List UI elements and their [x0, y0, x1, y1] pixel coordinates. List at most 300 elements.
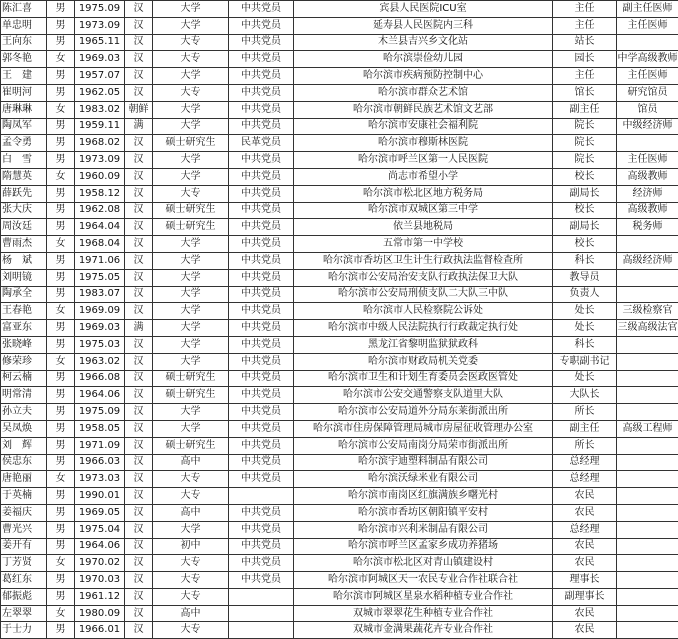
position-cell: 专职副书记 [553, 353, 617, 370]
professional-title-cell [617, 286, 678, 303]
table-row [1, 286, 678, 303]
name-cell: 左翠翠 [1, 605, 47, 622]
name-cell: 陶承全 [1, 286, 47, 303]
workplace-cell: 宾县人民医院ICU室 [294, 1, 553, 18]
ethnicity-cell: 汉 [125, 17, 153, 34]
name-cell: 王向东 [1, 34, 47, 51]
gender-cell: 男 [47, 219, 75, 236]
workplace-cell: 双城市翠翠花生种植专业合作社 [294, 605, 553, 622]
birth-date-cell: 1966.01 [75, 622, 125, 639]
ethnicity-cell: 汉 [125, 168, 153, 185]
political-status-cell: 中共党员 [229, 286, 294, 303]
education-cell: 大学 [153, 101, 229, 118]
ethnicity-cell: 汉 [125, 185, 153, 202]
education-cell: 硕士研究生 [153, 219, 229, 236]
ethnicity-cell: 汉 [125, 420, 153, 437]
professional-title-cell: 经济师 [617, 185, 678, 202]
political-status-cell: 中共党员 [229, 521, 294, 538]
gender-cell: 女 [47, 236, 75, 253]
ethnicity-cell: 汉 [125, 303, 153, 320]
ethnicity-cell: 汉 [125, 504, 153, 521]
gender-cell: 男 [47, 185, 75, 202]
professional-title-cell [617, 269, 678, 286]
table-row [1, 588, 678, 605]
education-cell: 大学 [153, 420, 229, 437]
workplace-cell: 哈尔滨市阿城区天一农民专业合作社联合社 [294, 572, 553, 589]
education-cell: 大学 [153, 68, 229, 85]
birth-date-cell: 1960.09 [75, 168, 125, 185]
professional-title-cell [617, 622, 678, 639]
education-cell: 大学 [153, 1, 229, 18]
professional-title-cell [617, 588, 678, 605]
position-cell: 副局长 [553, 185, 617, 202]
professional-title-cell: 三级检察官 [617, 303, 678, 320]
position-cell: 农民 [553, 488, 617, 505]
professional-title-cell: 中级经济师 [617, 118, 678, 135]
gender-cell: 男 [47, 34, 75, 51]
ethnicity-cell: 汉 [125, 437, 153, 454]
political-status-cell: 中共党员 [229, 353, 294, 370]
birth-date-cell: 1975.05 [75, 269, 125, 286]
political-status-cell: 中共党员 [229, 17, 294, 34]
position-cell: 园长 [553, 51, 617, 68]
workplace-cell: 哈尔滨市香坊区朝阳镇平安村 [294, 504, 553, 521]
name-cell: 侯忠东 [1, 454, 47, 471]
workplace-cell: 哈尔滨市公安交通警察支队道里大队 [294, 387, 553, 404]
birth-date-cell: 1964.06 [75, 387, 125, 404]
political-status-cell: 中共党员 [229, 1, 294, 18]
political-status-cell: 中共党员 [229, 420, 294, 437]
workplace-cell: 哈尔滨宇迪塑料制品有限公司 [294, 454, 553, 471]
birth-date-cell: 1975.03 [75, 336, 125, 353]
workplace-cell: 哈尔滨市兴利米制品有限公司 [294, 521, 553, 538]
position-cell: 副主任 [553, 101, 617, 118]
workplace-cell: 哈尔滨市中级人民法院执行行政裁定执行处 [294, 320, 553, 337]
workplace-cell: 木兰县吉兴乡文化站 [294, 34, 553, 51]
gender-cell: 男 [47, 336, 75, 353]
table-row [1, 101, 678, 118]
ethnicity-cell: 汉 [125, 84, 153, 101]
professional-title-cell: 高级教师 [617, 168, 678, 185]
table-row [1, 572, 678, 589]
workplace-cell: 依兰县地税局 [294, 219, 553, 236]
political-status-cell: 民革党员 [229, 135, 294, 152]
name-cell: 单忠明 [1, 17, 47, 34]
birth-date-cell: 1980.09 [75, 605, 125, 622]
birth-date-cell: 1971.09 [75, 437, 125, 454]
education-cell: 硕士研究生 [153, 370, 229, 387]
roster-body [1, 1, 678, 639]
name-cell: 薛跃先 [1, 185, 47, 202]
position-cell: 主任 [553, 1, 617, 18]
political-status-cell: 中共党员 [229, 538, 294, 555]
name-cell: 张晓峰 [1, 336, 47, 353]
birth-date-cell: 1965.11 [75, 34, 125, 51]
ethnicity-cell: 汉 [125, 252, 153, 269]
professional-title-cell [617, 471, 678, 488]
education-cell: 大专 [153, 185, 229, 202]
table-row [1, 488, 678, 505]
table-row [1, 51, 678, 68]
birth-date-cell: 1959.11 [75, 118, 125, 135]
gender-cell: 男 [47, 68, 75, 85]
table-row [1, 118, 678, 135]
professional-title-cell: 三级高级法官 [617, 320, 678, 337]
table-row [1, 252, 678, 269]
education-cell: 大专 [153, 555, 229, 572]
political-status-cell: 中共党员 [229, 101, 294, 118]
position-cell: 处长 [553, 320, 617, 337]
gender-cell: 男 [47, 387, 75, 404]
position-cell: 大队长 [553, 387, 617, 404]
political-status-cell: 中共党员 [229, 404, 294, 421]
birth-date-cell: 1970.03 [75, 572, 125, 589]
birth-date-cell: 1969.03 [75, 51, 125, 68]
birth-date-cell: 1969.05 [75, 504, 125, 521]
table-row [1, 303, 678, 320]
birth-date-cell: 1969.09 [75, 303, 125, 320]
education-cell: 大学 [153, 168, 229, 185]
gender-cell: 男 [47, 269, 75, 286]
workplace-cell: 五常市第一中学校 [294, 236, 553, 253]
name-cell: 郁振彪 [1, 588, 47, 605]
workplace-cell: 哈尔滨市呼兰区第一人民医院 [294, 152, 553, 169]
table-row [1, 17, 678, 34]
birth-date-cell: 1969.03 [75, 320, 125, 337]
political-status-cell: 中共党员 [229, 454, 294, 471]
professional-title-cell [617, 488, 678, 505]
birth-date-cell: 1975.09 [75, 1, 125, 18]
political-status-cell: 中共党员 [229, 236, 294, 253]
birth-date-cell: 1968.04 [75, 236, 125, 253]
professional-title-cell [617, 437, 678, 454]
ethnicity-cell: 朝鲜 [125, 101, 153, 118]
gender-cell: 男 [47, 320, 75, 337]
political-status-cell: 中共党员 [229, 51, 294, 68]
education-cell: 大学 [153, 353, 229, 370]
political-status-cell: 中共党员 [229, 202, 294, 219]
education-cell: 大专 [153, 588, 229, 605]
ethnicity-cell: 汉 [125, 34, 153, 51]
table-row [1, 437, 678, 454]
education-cell: 大学 [153, 320, 229, 337]
table-row [1, 353, 678, 370]
gender-cell: 女 [47, 51, 75, 68]
workplace-cell: 哈尔滨崇俭幼儿园 [294, 51, 553, 68]
gender-cell: 男 [47, 588, 75, 605]
position-cell: 理事长 [553, 572, 617, 589]
position-cell: 院长 [553, 152, 617, 169]
position-cell: 科长 [553, 336, 617, 353]
birth-date-cell: 1964.04 [75, 219, 125, 236]
name-cell: 丁芳贤 [1, 555, 47, 572]
position-cell: 教导员 [553, 269, 617, 286]
position-cell: 总经理 [553, 471, 617, 488]
table-row [1, 84, 678, 101]
professional-title-cell: 主任医师 [617, 68, 678, 85]
ethnicity-cell: 汉 [125, 68, 153, 85]
gender-cell: 男 [47, 521, 75, 538]
birth-date-cell: 1961.12 [75, 588, 125, 605]
name-cell: 张大庆 [1, 202, 47, 219]
professional-title-cell [617, 572, 678, 589]
political-status-cell: 中共党员 [229, 84, 294, 101]
workplace-cell: 哈尔滨市公安局南岗分局荣市街派出所 [294, 437, 553, 454]
workplace-cell: 哈尔滨市群众艺术馆 [294, 84, 553, 101]
professional-title-cell [617, 387, 678, 404]
birth-date-cell: 1983.02 [75, 101, 125, 118]
professional-title-cell: 税务师 [617, 219, 678, 236]
education-cell: 大专 [153, 51, 229, 68]
position-cell: 校长 [553, 202, 617, 219]
gender-cell: 男 [47, 572, 75, 589]
table-row [1, 538, 678, 555]
ethnicity-cell: 汉 [125, 605, 153, 622]
education-cell: 高中 [153, 454, 229, 471]
ethnicity-cell: 汉 [125, 353, 153, 370]
gender-cell: 女 [47, 168, 75, 185]
gender-cell: 男 [47, 1, 75, 18]
table-row [1, 320, 678, 337]
political-status-cell: 中共党员 [229, 68, 294, 85]
ethnicity-cell: 汉 [125, 538, 153, 555]
gender-cell: 男 [47, 404, 75, 421]
gender-cell: 女 [47, 303, 75, 320]
professional-title-cell: 主任医师 [617, 152, 678, 169]
name-cell: 吴凤焕 [1, 420, 47, 437]
birth-date-cell: 1983.07 [75, 286, 125, 303]
workplace-cell: 哈尔滨市松北区对青山镇建设村 [294, 555, 553, 572]
position-cell: 所长 [553, 404, 617, 421]
name-cell: 葛红东 [1, 572, 47, 589]
gender-cell: 男 [47, 84, 75, 101]
position-cell: 院长 [553, 135, 617, 152]
gender-cell: 女 [47, 471, 75, 488]
position-cell: 负责人 [553, 286, 617, 303]
gender-cell: 男 [47, 504, 75, 521]
position-cell: 农民 [553, 622, 617, 639]
name-cell: 杨 斌 [1, 252, 47, 269]
political-status-cell: 中共党员 [229, 185, 294, 202]
name-cell: 修荣珍 [1, 353, 47, 370]
ethnicity-cell: 汉 [125, 286, 153, 303]
birth-date-cell: 1962.08 [75, 202, 125, 219]
professional-title-cell [617, 404, 678, 421]
workplace-cell: 哈尔滨市人民检察院公诉处 [294, 303, 553, 320]
gender-cell: 男 [47, 370, 75, 387]
education-cell: 大专 [153, 471, 229, 488]
political-status-cell: 中共党员 [229, 555, 294, 572]
workplace-cell: 哈尔滨市公安局刑侦支队二大队三中队 [294, 286, 553, 303]
education-cell: 大学 [153, 286, 229, 303]
workplace-cell: 哈尔滨市双城区第三中学 [294, 202, 553, 219]
position-cell: 所长 [553, 437, 617, 454]
ethnicity-cell: 汉 [125, 51, 153, 68]
gender-cell: 男 [47, 135, 75, 152]
ethnicity-cell: 汉 [125, 219, 153, 236]
political-status-cell [229, 588, 294, 605]
political-status-cell [229, 488, 294, 505]
education-cell: 大专 [153, 84, 229, 101]
political-status-cell: 中共党员 [229, 303, 294, 320]
ethnicity-cell: 满 [125, 320, 153, 337]
political-status-cell: 中共党员 [229, 336, 294, 353]
education-cell: 大学 [153, 303, 229, 320]
name-cell: 唐艳丽 [1, 471, 47, 488]
name-cell: 刘 辉 [1, 437, 47, 454]
gender-cell: 男 [47, 152, 75, 169]
workplace-cell: 哈尔滨市呼兰区孟家乡成功养猪场 [294, 538, 553, 555]
position-cell: 副理事长 [553, 588, 617, 605]
political-status-cell: 中共党员 [229, 152, 294, 169]
name-cell: 于士力 [1, 622, 47, 639]
position-cell: 农民 [553, 605, 617, 622]
birth-date-cell: 1962.05 [75, 84, 125, 101]
education-cell: 硕士研究生 [153, 202, 229, 219]
table-row [1, 404, 678, 421]
name-cell: 孙立夫 [1, 404, 47, 421]
professional-title-cell: 馆员 [617, 101, 678, 118]
table-row [1, 336, 678, 353]
position-cell: 副局长 [553, 219, 617, 236]
education-cell: 大学 [153, 269, 229, 286]
workplace-cell: 哈尔滨市阿城区星泉水稻种植专业合作社 [294, 588, 553, 605]
workplace-cell: 黑龙江省黎明监狱狱政科 [294, 336, 553, 353]
birth-date-cell: 1968.02 [75, 135, 125, 152]
table-row [1, 387, 678, 404]
position-cell: 主任 [553, 68, 617, 85]
ethnicity-cell: 汉 [125, 1, 153, 18]
birth-date-cell: 1975.04 [75, 521, 125, 538]
education-cell: 大学 [153, 404, 229, 421]
table-row [1, 605, 678, 622]
education-cell: 大专 [153, 622, 229, 639]
professional-title-cell: 主任医师 [617, 17, 678, 34]
position-cell: 农民 [553, 504, 617, 521]
professional-title-cell [617, 454, 678, 471]
birth-date-cell: 1957.07 [75, 68, 125, 85]
gender-cell: 女 [47, 353, 75, 370]
gender-cell: 男 [47, 202, 75, 219]
ethnicity-cell: 汉 [125, 521, 153, 538]
professional-title-cell [617, 521, 678, 538]
name-cell: 王 建 [1, 68, 47, 85]
gender-cell: 女 [47, 101, 75, 118]
position-cell: 处长 [553, 370, 617, 387]
gender-cell: 女 [47, 555, 75, 572]
professional-title-cell [617, 336, 678, 353]
birth-date-cell: 1975.09 [75, 404, 125, 421]
education-cell: 初中 [153, 538, 229, 555]
education-cell: 大学 [153, 17, 229, 34]
birth-date-cell: 1958.05 [75, 420, 125, 437]
table-row [1, 555, 678, 572]
ethnicity-cell: 汉 [125, 572, 153, 589]
birth-date-cell: 1964.06 [75, 538, 125, 555]
table-row [1, 185, 678, 202]
name-cell: 富亚东 [1, 320, 47, 337]
ethnicity-cell: 汉 [125, 135, 153, 152]
ethnicity-cell: 汉 [125, 454, 153, 471]
name-cell: 姜开有 [1, 538, 47, 555]
table-row [1, 34, 678, 51]
name-cell: 唐琳琳 [1, 101, 47, 118]
table-row [1, 370, 678, 387]
birth-date-cell: 1958.12 [75, 185, 125, 202]
education-cell: 高中 [153, 504, 229, 521]
position-cell: 校长 [553, 168, 617, 185]
table-row [1, 269, 678, 286]
name-cell: 周汝廷 [1, 219, 47, 236]
name-cell: 郭冬艳 [1, 51, 47, 68]
professional-title-cell: 高级工程师 [617, 420, 678, 437]
table-row [1, 202, 678, 219]
position-cell: 农民 [553, 538, 617, 555]
gender-cell: 男 [47, 488, 75, 505]
name-cell: 柯云楠 [1, 370, 47, 387]
table-row [1, 521, 678, 538]
name-cell: 王春艳 [1, 303, 47, 320]
professional-title-cell [617, 353, 678, 370]
position-cell: 馆长 [553, 84, 617, 101]
education-cell: 大学 [153, 521, 229, 538]
workplace-cell: 哈尔滨市穆斯林医院 [294, 135, 553, 152]
table-row [1, 471, 678, 488]
gender-cell: 男 [47, 622, 75, 639]
professional-title-cell [617, 538, 678, 555]
ethnicity-cell: 汉 [125, 152, 153, 169]
table-row [1, 420, 678, 437]
position-cell: 副主任 [553, 420, 617, 437]
political-status-cell: 中共党员 [229, 118, 294, 135]
table-row [1, 219, 678, 236]
position-cell: 农民 [553, 555, 617, 572]
ethnicity-cell: 汉 [125, 336, 153, 353]
gender-cell: 男 [47, 437, 75, 454]
political-status-cell: 中共党员 [229, 437, 294, 454]
professional-title-cell [617, 135, 678, 152]
ethnicity-cell: 汉 [125, 471, 153, 488]
political-status-cell: 中共党员 [229, 269, 294, 286]
name-cell: 陶凤军 [1, 118, 47, 135]
gender-cell: 男 [47, 118, 75, 135]
gender-cell: 女 [47, 605, 75, 622]
education-cell: 大专 [153, 34, 229, 51]
political-status-cell: 中共党员 [229, 219, 294, 236]
position-cell: 科长 [553, 252, 617, 269]
ethnicity-cell: 汉 [125, 622, 153, 639]
professional-title-cell [617, 236, 678, 253]
table-row [1, 1, 678, 18]
position-cell: 院长 [553, 118, 617, 135]
political-status-cell: 中共党员 [229, 471, 294, 488]
political-status-cell: 中共党员 [229, 370, 294, 387]
position-cell: 总经理 [553, 521, 617, 538]
birth-date-cell: 1973.03 [75, 471, 125, 488]
political-status-cell: 中共党员 [229, 34, 294, 51]
workplace-cell: 哈尔滨市松北区地方税务局 [294, 185, 553, 202]
education-cell: 硕士研究生 [153, 135, 229, 152]
name-cell: 孟令勇 [1, 135, 47, 152]
professional-title-cell [617, 555, 678, 572]
political-status-cell [229, 622, 294, 639]
ethnicity-cell: 汉 [125, 555, 153, 572]
name-cell: 曹雨杰 [1, 236, 47, 253]
birth-date-cell: 1970.02 [75, 555, 125, 572]
table-row [1, 236, 678, 253]
birth-date-cell: 1966.08 [75, 370, 125, 387]
name-cell: 陈汇喜 [1, 1, 47, 18]
